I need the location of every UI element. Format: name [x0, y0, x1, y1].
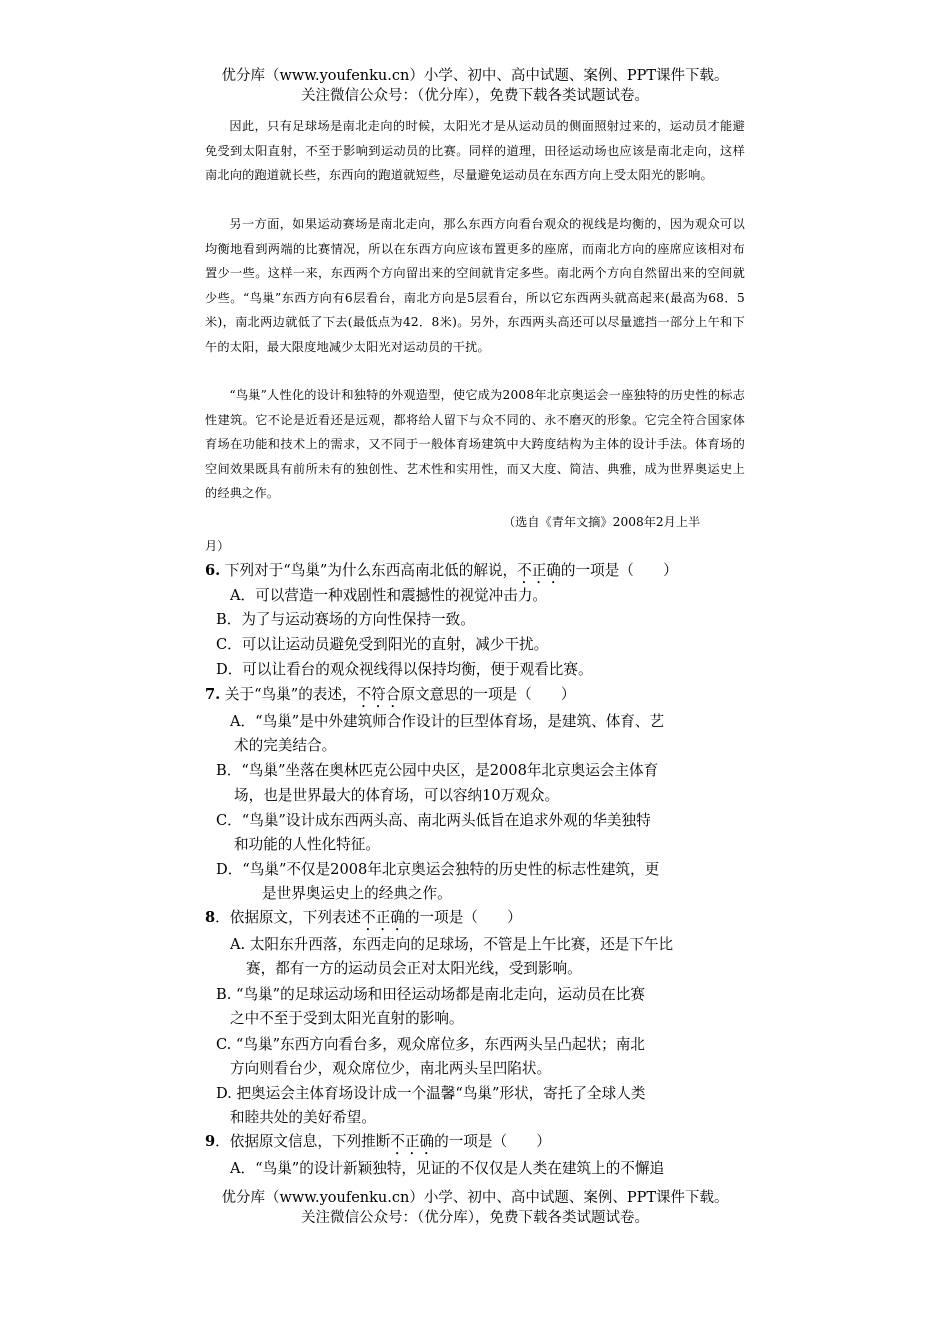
- question-number: 7.: [205, 686, 221, 703]
- q7-option-a-line-2: 术的完美结合。: [234, 737, 337, 754]
- header-line-2: 关注微信公众号：（优分库），免费下载各类试题试卷。: [301, 88, 649, 104]
- q7-option-b-line-2: 场，也是世界最大的体育场，可以容纳10万观众。: [234, 787, 560, 804]
- question-text: 的一项是（ ）: [434, 1133, 551, 1150]
- q8-option-b-line-2: 之中不至于受到太阳光直射的影响。: [230, 1010, 464, 1027]
- q8-option-a-line-1: A. 太阳东升西落，东西走向的足球场，不管是上午比赛，还是下午比: [230, 936, 674, 953]
- q8-option-a-line-2: 赛，都有一方的运动员会正对太阳光线，受到影响。: [246, 960, 582, 977]
- question-text: ．依据原文，下列表述: [215, 909, 362, 926]
- question-6-stem: [205, 559, 678, 587]
- question-8-stem: [205, 906, 522, 934]
- q8-option-b-line-1: B. “鸟巢”的足球运动场和田径运动场都是南北走向，运动员在比赛: [216, 986, 645, 1003]
- question-number: 8: [205, 909, 216, 926]
- passage-paragraph-2: 另一方面，如果运动赛场是南北走向，那么东西方向看台观众的视线是均衡的，因为观众可以均衡地看到两端的比赛情况，所以在东西方向应该布置更多的座席，而南北方向的座席应该相对布置少一些。这样一来，东西两个方向留出来的空间就肯定多些。南北两个方向自然留出来的空间就少些。“鸟巢”东西方向有6层看台，南北方向是5层看台，所以它东西两头就高起来(最高为68．5米)，南北两边就低了下去(最低点为42．8米)。另外，东西两头高还可以尽量遮挡一部分上午和下午的太阳，最大限度地减少太阳光对运动员的干扰。: [205, 217, 745, 354]
- q7-option-b-line-1: B．“鸟巢”坐落在奥林匹克公园中央区，是2008年北京奥运会主体育: [216, 762, 659, 779]
- page-header: [0, 66, 950, 106]
- q7-option-c-line-2: 和功能的人性化特征。: [234, 836, 380, 853]
- passage-paragraph-3: “鸟巢”人性化的设计和独特的外观造型，使它成为2008年北京奥运会一座独特的历史性的标志性建筑。它不论是近看还是远观，都将给人留下与众不同的、永不磨灭的形象。它完全符合国家体育场在功能和技术上的需求，又不同于一般体育场建筑中大跨度结构为主体的设计手法。体育场的空间效果既具有前所未有的独创性、艺术性和实用性，而又大度、简洁、典雅，成为世界奥运史上的经典之作。: [205, 388, 745, 500]
- question-text: 的一项是（ ）: [404, 909, 522, 926]
- question-number: 6.: [205, 562, 221, 579]
- footer-line-2: 关注微信公众号：（优分库），免费下载各类试题试卷。: [301, 1210, 649, 1226]
- q6-option-d: D．可以让看台的观众视线得以保持均衡，便于观看比赛。: [216, 661, 593, 678]
- question-text: ．依据原文信息，下列推断: [215, 1133, 391, 1150]
- emphasized-text: 不正确: [517, 562, 561, 579]
- question-7-stem: [205, 683, 576, 711]
- footer-line-1: 优分库（www.youfenku.cn）小学、初中、高中试题、案例、PPT课件下载。: [221, 1190, 729, 1206]
- question-number: 9: [205, 1133, 216, 1150]
- q9-option-a-line-1: A．“鸟巢”的设计新颖独特，见证的不仅仅是人类在建筑上的不懈追: [230, 1160, 665, 1177]
- q8-option-c-line-1: C. “鸟巢”东西方向看台多，观众席位多，东西两头呈凸起状；南北: [216, 1036, 645, 1053]
- emphasized-text: 不正确: [361, 909, 405, 926]
- q7-option-c-line-1: C．“鸟巢”设计成东西两头高、南北两头低旨在追求外观的华美独特: [216, 812, 651, 829]
- q6-option-b: B．为了与运动赛场的方向性保持一致。: [216, 611, 475, 628]
- question-text: 关于“鸟巢”的表述，: [224, 686, 357, 703]
- q6-option-c: C．可以让运动员避免受到阳光的直射，减少干扰。: [216, 636, 549, 653]
- q8-option-d-line-1: D. 把奥运会主体育场设计成一个温馨“鸟巢”形状，寄托了全球人类: [216, 1085, 646, 1102]
- q6-option-a: A．可以营造一种戏剧性和震撼性的视觉冲击力。: [230, 587, 548, 604]
- q7-option-a-line-1: A．“鸟巢”是中外建筑师合作设计的巨型体育场，是建筑、体育、艺: [230, 713, 665, 730]
- q8-option-c-line-2: 方向则看台少，观众席位少，南北两头呈凹陷状。: [230, 1060, 552, 1077]
- source-citation-line-2: 月）: [205, 539, 230, 553]
- question-text: 下列对于“鸟巢”为什么东西高南北低的解说，: [224, 562, 518, 579]
- source-citation-line-1: （选自《青年文摘》2008年2月上半: [503, 515, 701, 529]
- q7-option-d-line-1: D．“鸟巢”不仅是2008年北京奥运会独特的历史性的标志性建筑，更: [216, 861, 660, 878]
- question-text: 的一项是（ ）: [560, 562, 678, 579]
- question-9-stem: [205, 1130, 551, 1158]
- question-text: 原文意思的一项是（ ）: [400, 686, 576, 703]
- emphasized-text: 不符合: [356, 686, 401, 703]
- header-line-1: 优分库（www.youfenku.cn）小学、初中、高中试题、案例、PPT课件下载。: [221, 68, 729, 84]
- emphasized-text: 不正确: [390, 1133, 435, 1150]
- q8-option-d-line-2: 和睦共处的美好希望。: [230, 1109, 376, 1126]
- passage-paragraph-1: 因此，只有足球场是南北走向的时候，太阳光才是从运动员的侧面照射过来的，运动员才能避免受到太阳直射，不至于影响到运动员的比赛。同样的道理，田径运动场也应该是南北走向，这样南北向的跑道就长些，东西向的跑道就短些，尽量避免运动员在东西方向上受太阳光的影响。: [205, 119, 745, 182]
- page-footer: [0, 1188, 950, 1228]
- q7-option-d-line-2: 是世界奥运史上的经典之作。: [262, 885, 452, 902]
